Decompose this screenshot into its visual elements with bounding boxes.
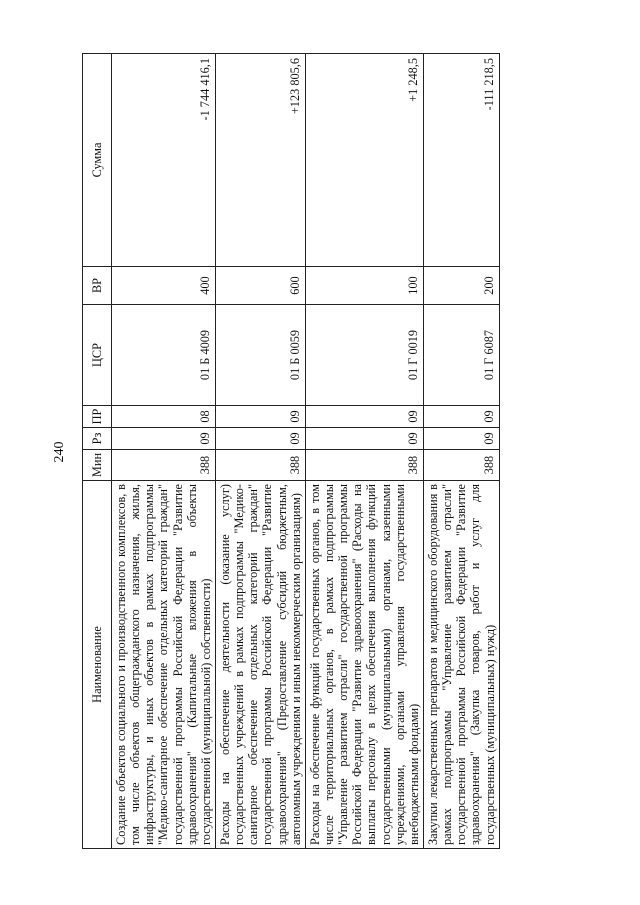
table-row <box>305 54 423 849</box>
table-row <box>112 54 216 849</box>
header-rz: Рз <box>83 428 112 450</box>
row-rz: 09 <box>215 428 305 450</box>
row-pr: 08 <box>112 406 216 428</box>
row-name: Создание объектов социального и производственного комплексов, в том числе объектов общегражданского назначения, жилья, инфраструктуры, и иных объектов в рамках подпрограммы "Медико-санитарное обеспечение отдельных категорий граждан" государственной программы Российской Федерации "Развитие здравоохранения" (Капитальные вложения в объекты государственной (муниципальной) собственности) <box>112 481 216 849</box>
budget-table <box>82 53 500 849</box>
row-min: 388 <box>423 450 499 481</box>
row-pr: 09 <box>215 406 305 428</box>
row-name: Закупки лекарственных препаратов и медицинского оборудования в рамках подпрограммы "Управление развитием отрасли" государственной программы Российской Федерации "Развитие здравоохранения" (Закупка товаров, работ и услуг для государственных (муниципальных) нужд) <box>423 481 499 849</box>
header-name: Наименование <box>83 481 112 849</box>
row-sum: +123 805,6 <box>215 54 305 267</box>
row-sum: +1 248,5 <box>305 54 423 267</box>
row-pr: 09 <box>305 406 423 428</box>
table-header-row <box>83 54 112 849</box>
header-pr: ПР <box>83 406 112 428</box>
rotated-table-container <box>82 54 530 849</box>
row-min: 388 <box>112 450 216 481</box>
header-min: Мин <box>83 450 112 481</box>
row-min: 388 <box>215 450 305 481</box>
row-name: Расходы на обеспечение функций государственных органов, в том числе территориальных органов, в рамках подпрограммы "Управление развитием отрасли" государственной программы Российской Федерации "Развитие здравоохранения" (Расходы на выплаты персоналу в целях обеспечения выполнения функций государственными (муниципальными) органами, казенными учреждениями, органами управления государственными внебюджетными фондами) <box>305 481 423 849</box>
row-rz: 09 <box>305 428 423 450</box>
header-csr: ЦСР <box>83 305 112 406</box>
row-rz: 09 <box>112 428 216 450</box>
header-vr: ВР <box>83 267 112 305</box>
row-vr: 400 <box>112 267 216 305</box>
page-number: 240 <box>52 441 67 463</box>
row-csr: 01 Б 0059 <box>215 305 305 406</box>
header-sum: Сумма <box>83 54 112 267</box>
row-name: Расходы на обеспечение деятельности (оказание услуг) государственных учреждений в рамках подпрограммы "Медико-санитарное обеспечение отдельных категорий граждан" государственной программы Российской Федерации "Развитие здравоохранения" (Предоставление субсидий бюджетным, автономным учреждениям и иным некоммерческим организациям) <box>215 481 305 849</box>
row-vr: 600 <box>215 267 305 305</box>
table-row <box>215 54 305 849</box>
table-row <box>423 54 499 849</box>
row-csr: 01 Б 4009 <box>112 305 216 406</box>
row-vr: 200 <box>423 267 499 305</box>
row-pr: 09 <box>423 406 499 428</box>
row-csr: 01 Г 0019 <box>305 305 423 406</box>
row-sum: -111 218,5 <box>423 54 499 267</box>
row-min: 388 <box>305 450 423 481</box>
row-sum: -1 744 416,1 <box>112 54 216 267</box>
row-csr: 01 Г 6087 <box>423 305 499 406</box>
row-vr: 100 <box>305 267 423 305</box>
row-rz: 09 <box>423 428 499 450</box>
